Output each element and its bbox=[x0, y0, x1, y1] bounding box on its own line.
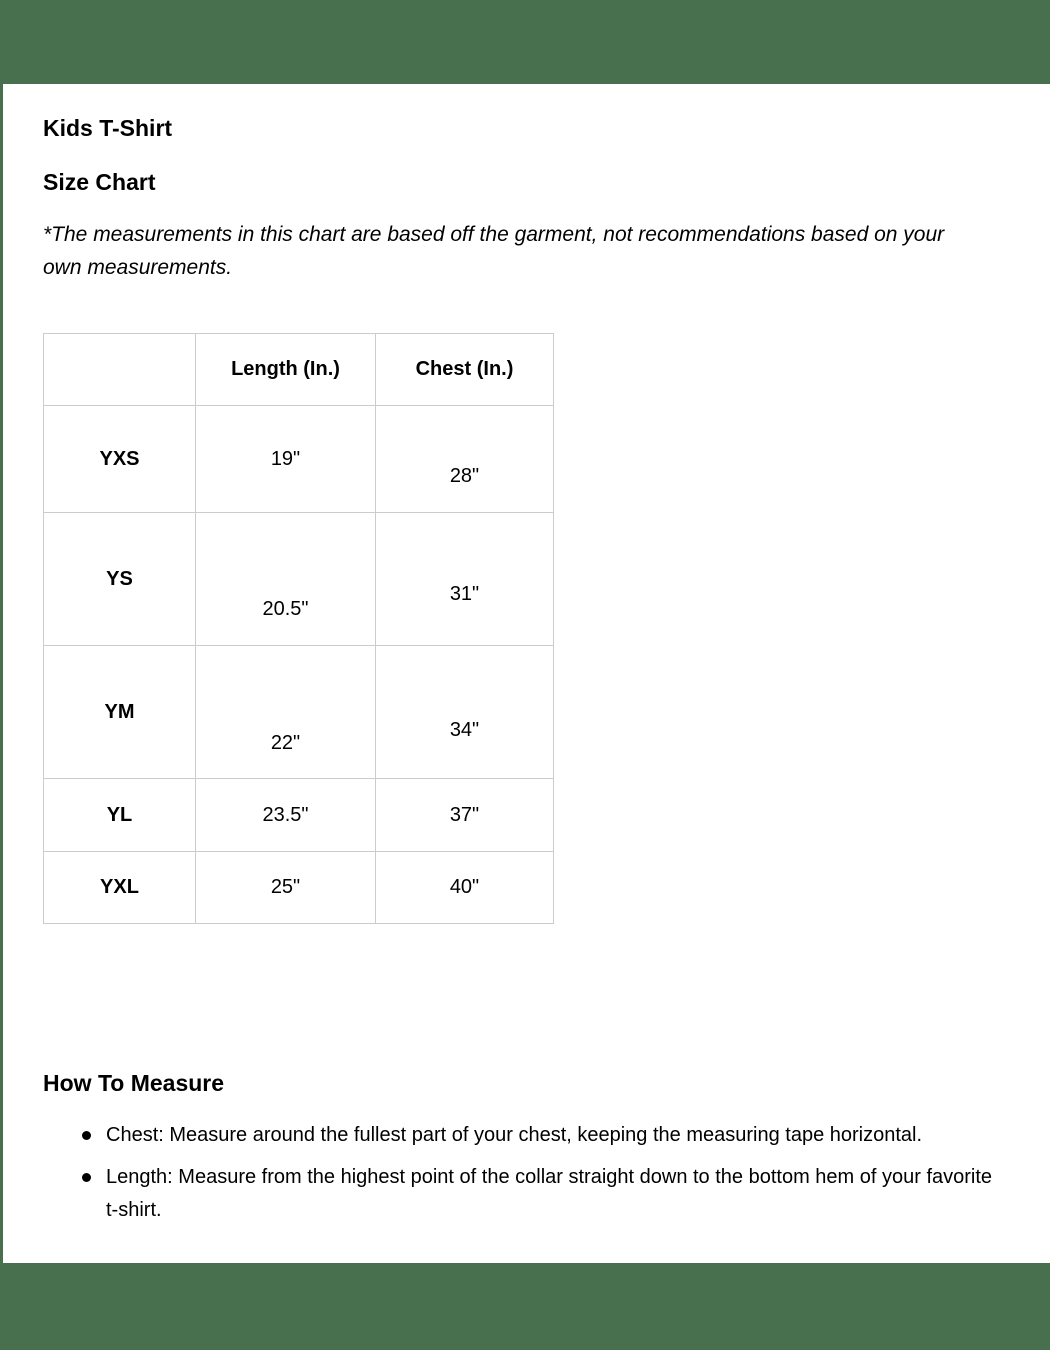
how-to-measure-list bbox=[80, 1119, 1005, 1236]
bullet-icon bbox=[82, 1131, 91, 1140]
length-cell: 22" bbox=[196, 646, 376, 779]
length-cell: 20.5" bbox=[196, 513, 376, 646]
chest-cell: 34" bbox=[376, 646, 554, 779]
size-cell: YXL bbox=[44, 852, 196, 924]
chest-cell: 31" bbox=[376, 513, 554, 646]
table-header-row bbox=[44, 334, 554, 406]
measurement-disclaimer: *The measurements in this chart are based off the garment, not recommendations based on your own measurements. bbox=[43, 223, 945, 279]
table-row bbox=[44, 852, 554, 924]
table-row bbox=[44, 646, 554, 779]
list-item-text: Chest: Measure around the fullest part of your chest, keeping the measuring tape horizontal. bbox=[106, 1124, 923, 1146]
size-cell: YS bbox=[44, 513, 196, 646]
size-cell: YL bbox=[44, 779, 196, 852]
list-item-text: Length: Measure from the highest point of the collar straight down to the bottom hem of your favorite t-shirt. bbox=[106, 1166, 993, 1221]
chest-cell: 37" bbox=[376, 779, 554, 852]
size-chart-heading: Size Chart bbox=[43, 169, 156, 195]
chest-cell: 40" bbox=[376, 852, 554, 924]
table-corner-cell bbox=[44, 334, 196, 406]
length-cell: 25" bbox=[196, 852, 376, 924]
list-item bbox=[80, 1161, 1005, 1227]
length-header-cell: Length (In.) bbox=[196, 334, 376, 406]
chest-header-cell: Chest (In.) bbox=[376, 334, 554, 406]
how-to-measure-heading: How To Measure bbox=[43, 1070, 225, 1096]
length-cell: 19" bbox=[196, 406, 376, 513]
table-row bbox=[44, 513, 554, 646]
size-chart-table bbox=[43, 333, 554, 924]
table-row bbox=[44, 406, 554, 513]
product-title: Kids T-Shirt bbox=[43, 115, 173, 141]
table-row bbox=[44, 779, 554, 852]
length-cell: 23.5" bbox=[196, 779, 376, 852]
list-item bbox=[80, 1119, 1005, 1152]
size-cell: YM bbox=[44, 646, 196, 779]
bullet-icon bbox=[82, 1173, 91, 1182]
chest-cell: 28" bbox=[376, 406, 554, 513]
size-cell: YXS bbox=[44, 406, 196, 513]
content-panel bbox=[3, 84, 1050, 1263]
